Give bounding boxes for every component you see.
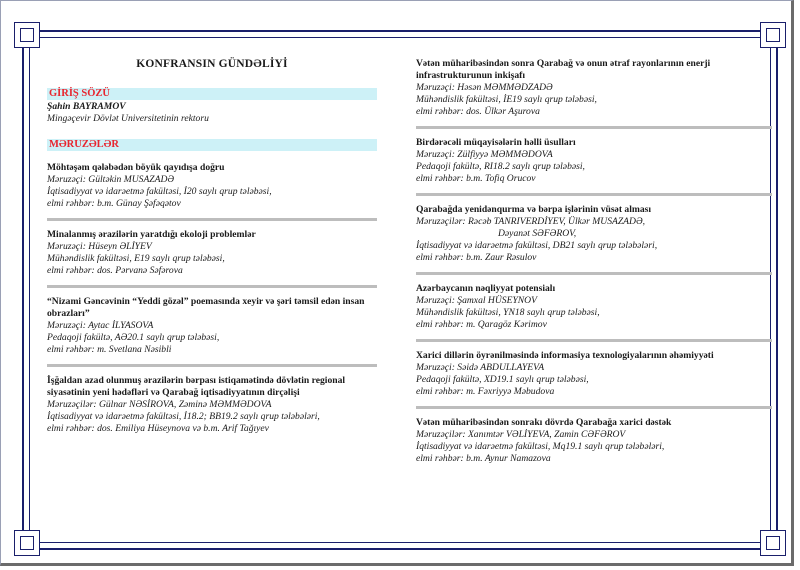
agenda-item (416, 350, 772, 404)
agenda-speaker: Məruzəçilər: Gülnar NƏSİROVA, Zəminə MƏMMƏDOVA (47, 399, 272, 410)
frame-corner-ornament (760, 22, 786, 48)
divider (416, 339, 772, 342)
agenda-detail: elmi rəhbər: b.m. Günay Şəfəqətov (47, 198, 181, 209)
agenda-item (416, 58, 772, 124)
agenda-detail: Pedaqoji fakültə, RI18.2 saylı qrup tələbəsi, (416, 161, 585, 172)
agenda-topic: Vətən müharibəsindən sonrakı dövrdə Qarabağa xarici dəstək (416, 417, 672, 428)
left-column (47, 58, 377, 441)
agenda-detail: elmi rəhbər: m. Svetlana Nəsibli (47, 344, 172, 355)
divider (416, 193, 772, 196)
divider (416, 272, 772, 275)
agenda-speaker: Məruzəçi: Zülfiyyə MƏMMƏDOVA (416, 149, 553, 160)
agenda-item (47, 375, 377, 441)
right-column (416, 58, 772, 471)
agenda-topic: Xarici dillərin öyrənilməsində informasiya texnologiyalarının əhəmiyyəti (416, 350, 714, 361)
agenda-detail: elmi rəhbər: m. Fəxriyyə Məbudova (416, 386, 555, 397)
divider (47, 364, 377, 367)
frame-corner-ornament (760, 530, 786, 556)
agenda-item (416, 204, 772, 270)
agenda-detail: elmi rəhbər: dos. Pərvanə Səfərova (47, 265, 183, 276)
agenda-item (416, 417, 772, 471)
agenda-topic: Birdərəcəli müqayisələrin həlli üsulları (416, 137, 576, 148)
agenda-speaker: Məruzəçilər: Xanımtər VƏLİYEVA, Zamin CƏFƏROV (416, 429, 626, 440)
agenda-speaker: Məruzəçi: Hüseyn ƏLİYEV (47, 241, 152, 252)
agenda-topic: Minalanmış ərazilərin yaratdığı ekoloji problemlər (47, 229, 256, 240)
intro-role: Mingəçevir Dövlət Universitetinin rektoru (47, 113, 209, 124)
agenda-item (416, 137, 772, 191)
agenda-detail: İqtisadiyyat və idarəetmə fakültəsi, Mq19.1 saylı qrup tələbələri, (416, 441, 665, 452)
frame-corner-ornament (14, 530, 40, 556)
agenda-speaker: Məruzəçi: Aytac İLYASOVA (47, 320, 154, 331)
agenda-detail: İqtisadiyyat və idarəetmə fakültəsi, İ20 saylı qrup tələbəsi, (47, 186, 272, 197)
agenda-detail: elmi rəhbər: dos. Ülkər Aşurova (416, 106, 540, 117)
divider (416, 406, 772, 409)
frame-corner-ornament (14, 22, 40, 48)
agenda-detail: elmi rəhbər: b.m. Aynur Namazova (416, 453, 551, 464)
agenda-detail: elmi rəhbər: b.m. Tofiq Orucov (416, 173, 536, 184)
agenda-detail: elmi rəhbər: dos. Emiliya Hüseynova və b.m. Arif Tağıyev (47, 423, 269, 434)
agenda-detail: Pedaqoji fakültə, AƏ20.1 saylı qrup tələbəsi, (47, 332, 220, 343)
page-title: KONFRANSIN GÜNDƏLİYİ (136, 58, 288, 70)
divider (416, 126, 772, 129)
divider (47, 218, 377, 221)
agenda-topic: “Nizami Gəncəvinin “Yeddi gözəl” poemasında xeyir və şəri təmsil edən insan obrazları” (47, 296, 365, 319)
intro-speaker: Şahin BAYRAMOV (47, 101, 126, 112)
agenda-detail: Pedaqoji fakültə, XD19.1 saylı qrup tələbəsi, (416, 374, 589, 385)
agenda-speaker: Məruzəçi: Səidə ABDULLAYEVA (416, 362, 545, 373)
agenda-detail: İqtisadiyyat və idarəetmə fakültəsi, İ18.2; BB19.2 saylı qrup tələbələri, (47, 411, 320, 422)
agenda-topic: Vətən müharibəsindən sonra Qarabağ və onun ətraf rayonlarının enerji infrastrukturunun inkişafı (416, 58, 711, 81)
agenda-detail: elmi rəhbər: b.m. Zaur Rəsulov (416, 252, 537, 263)
agenda-detail: elmi rəhbər: m. Qaragöz Kərimov (416, 319, 547, 330)
agenda-item (416, 283, 772, 337)
agenda-item (47, 296, 377, 362)
agenda-speaker: Məruzəçi: Həsən MƏMMƏDZADƏ (416, 82, 553, 93)
agenda-speaker: Məruzəçi: Gültəkin MUSAZADƏ (47, 174, 175, 185)
agenda-speaker: Məruzəçi: Şamxal HÜSEYNOV (416, 295, 537, 306)
reports-heading: MƏRUZƏLƏR (47, 139, 377, 151)
agenda-topic: Qarabağda yenidənqurma və bərpa işlərinin vüsət alması (416, 204, 652, 215)
intro-heading: GİRİŞ SÖZÜ (47, 88, 377, 100)
agenda-topic: Azərbaycanın nəqliyyat potensialı (416, 283, 556, 294)
agenda-speaker-cont: Dəyanət SƏFƏROV, (498, 228, 577, 239)
agenda-item (47, 229, 377, 283)
agenda-detail: Mühəndislik fakültəsi, İE19 saylı qrup tələbəsi, (416, 94, 597, 105)
agenda-speaker: Məruzəçilər: Rəcəb TANRIVERDİYEV, Ülkər MUSAZADƏ, (416, 216, 646, 227)
agenda-detail: Mühəndislik fakültəsi, E19 saylı qrup tələbəsi, (47, 253, 225, 264)
agenda-detail: Mühəndislik fakültəsi, YN18 saylı qrup tələbəsi, (416, 307, 600, 318)
agenda-item (47, 162, 377, 216)
agenda-topic: Möhtəşəm qələbədən böyük qayıdışa doğru (47, 162, 225, 173)
divider (47, 285, 377, 288)
agenda-detail: İqtisadiyyat və idarəetmə fakültəsi, DB21 saylı qrup tələbələri, (416, 240, 658, 251)
agenda-topic: İşğaldan azad olunmuş ərazilərin bərpası istiqamətində dövlətin regional siyasətinin yeni hədəfləri və Qarabağ iqtisadiyyatının dirçəlişi (47, 375, 346, 398)
